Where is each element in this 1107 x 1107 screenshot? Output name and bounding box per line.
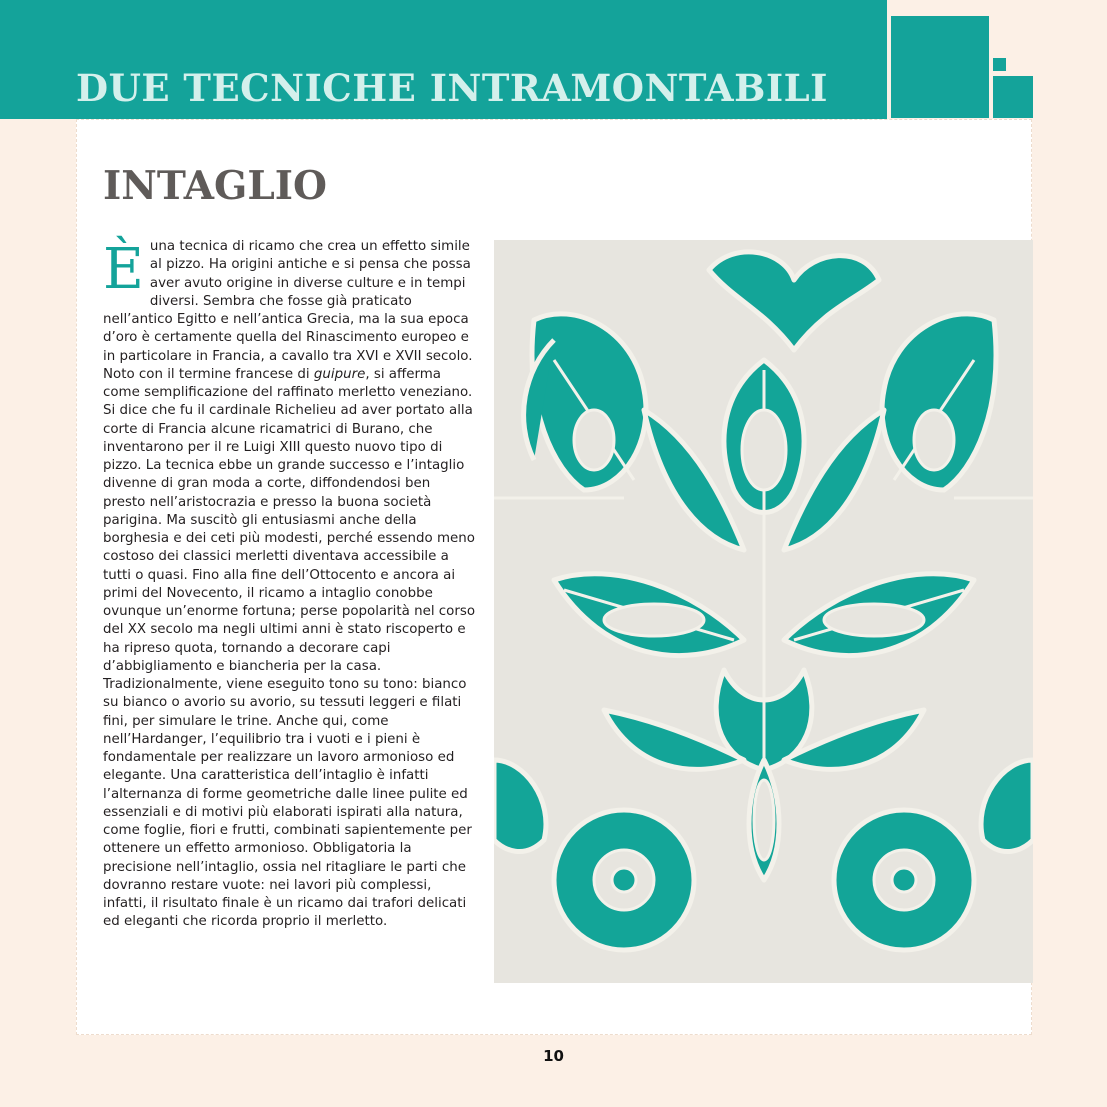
drop-cap: È xyxy=(103,237,144,302)
cutwork-embroidery-image xyxy=(494,240,1033,983)
page-number: 10 xyxy=(543,1047,564,1065)
chapter-title: DUE TECNICHE INTRAMONTABILI xyxy=(76,66,828,110)
paragraph-1-start: una tecnica di ricamo che crea un effetto simile al pizzo. Ha origini antiche e si pensa che possa aver avuto origine in diverse culture e in tempi diversi. Sembra che fosse già praticato nell’antico Egitto e nell’antica Grecia, ma la sua epoca d’oro è certamente quella del Rinascimento europeo e in particolare in Francia, a cavallo tra XVI e XVII secolo. Noto con il termine francese di xyxy=(103,239,473,382)
paragraph-1 xyxy=(103,238,476,676)
section-title: INTAGLIO xyxy=(103,163,327,209)
decorative-square-medium xyxy=(993,76,1033,118)
article-body xyxy=(103,238,476,932)
decorative-square-small xyxy=(993,58,1006,71)
embroidery-photo xyxy=(494,240,1033,983)
paragraph-2: Tradizionalmente, viene eseguito tono su tono: bianco su bianco o avorio su avorio, su tessuti leggeri e filati fini, per simulare le trine. Anche qui, come nell’Hardanger, l’equilibrio tra i vuoti e i pieni è fondamentale per realizzare un lavoro armonioso ed elegante. Una caratteristica dell’intaglio è infatti l’alternanza di forme geometriche dalle linee pulite ed essenziali e di motivi più elaborati ispirati alla natura, come foglie, fiori e frutti, combinati sapientemente per ottenere un effetto armonioso. Obbligatoria la precisione nell’intaglio, ossia nel ritagliare le parti che dovranno restare vuote: nei lavori più complessi, infatti, il risultato finale è un ricamo dai trafori delicati ed eleganti che ricorda proprio il merletto. xyxy=(103,677,472,930)
paragraph-1-end: , si afferma come semplificazione del raffinato merletto veneziano. Si dice che fu il cardinale Richelieu ad aver portato alla corte di Francia alcune ricamatrici di Burano, che inventarono per il re Luigi XIII questo nuovo tipo di pizzo. La tecnica ebbe un grande successo e l’intaglio divenne di gran moda a corte, diffondendosi ben presto nell’aristocrazia e presso la buona società parigina. Ma suscitò gli entusiasmi anche della borghesia e dei ceti più modesti, perché essendo meno costoso dei classici merletti diventava accessibile a tutti o quasi. Fino alla fine dell’Ottocento e ancora ai primi del Novecento, il ricamo a intaglio conobbe ovunque un’enorme fortuna; perse popolarità nel corso del XX secolo ma negli ultimi anni è stato riscoperto e ha ripreso quota, tornando a decorare capi d’abbigliamento e biancheria per la casa. xyxy=(103,366,476,674)
italic-term: guipure xyxy=(313,366,366,382)
decorative-square-large xyxy=(891,16,989,118)
